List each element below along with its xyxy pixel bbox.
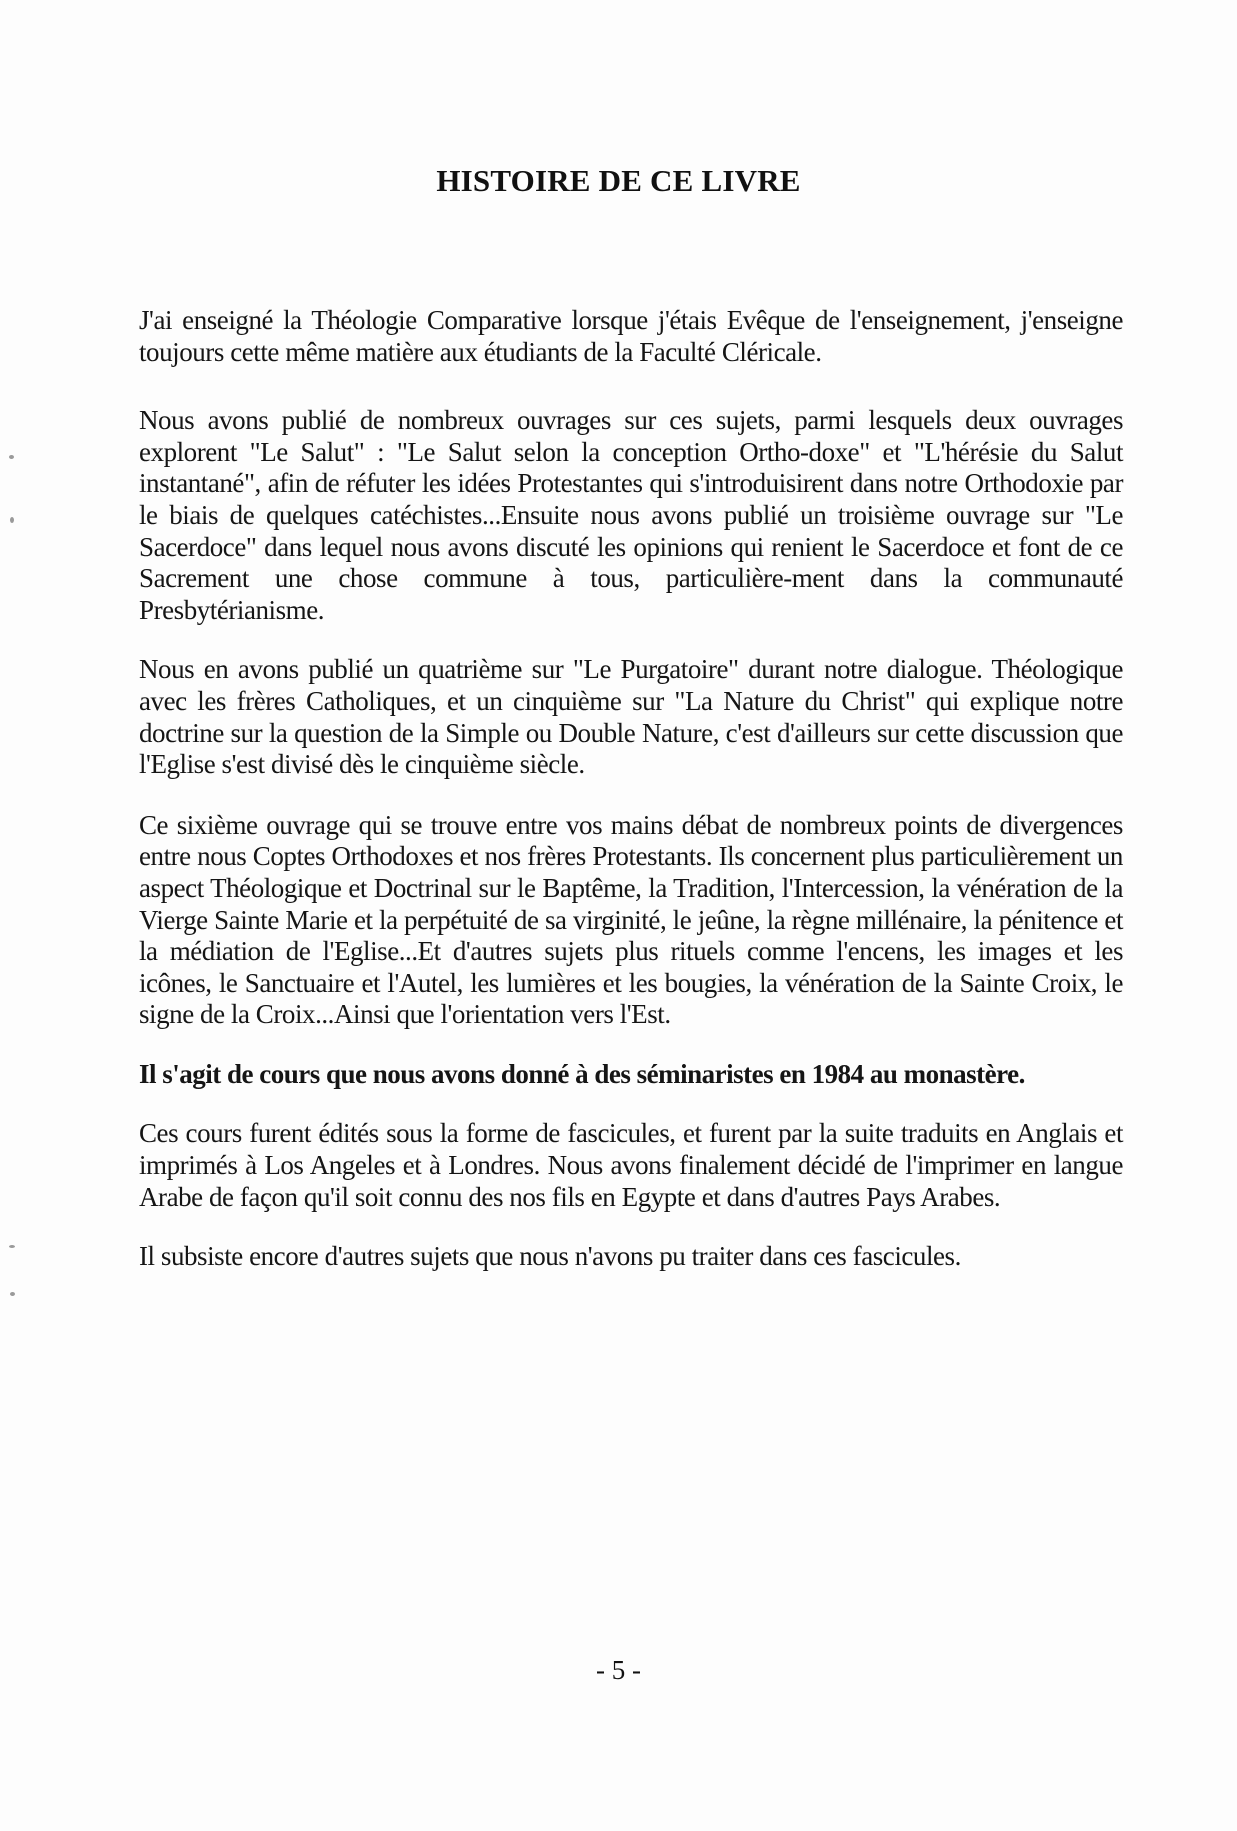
paragraph-salut-sacerdoce: Nous avons publié de nombreux ouvrages sur ces sujets, parmi lesquels deux ouvrages explorent "Le Salut" : "Le Salut selon la conception Ortho-doxe" et "L'hérésie du Salut instantané", afin de réfuter les idées Protestantes qui s'introduisirent dans notre Orthodoxie par le biais de quelques catéchistes...Ensuite nous avons publié un troisième ouvrage sur "Le Sacerdoce" dans lequel nous avons discuté les opinions qui renient le Sacerdoce et font de ce Sacrement une chose commune à tous, particulière-ment dans la communauté Presbytérianisme. <box>139 405 1123 625</box>
scan-speck <box>10 517 14 523</box>
scan-speck <box>10 1292 15 1296</box>
paragraph-sixth-work: Ce sixième ouvrage qui se trouve entre vos mains débat de nombreux points de divergences entre nous Coptes Orthodoxes et nos frères Protestants. Ils concernent plus particulièrement un aspect Théologique et Doctrinal sur le Baptême, la Tradition, l'Intercession, la vénération de la Vierge Sainte Marie et la perpétuité de sa virginité, le jeûne, la règne millénaire, la pénitence et la médiation de l'Eglise...Et d'autres sujets plus rituels comme l'encens, les images et les icônes, le Sanctuaire et l'Autel, les lumières et les bougies, la vénération de la Sainte Croix, le signe de la Croix...Ainsi que l'orientation vers l'Est. <box>139 809 1123 1030</box>
body-text <box>139 305 1123 1273</box>
paragraph-purgatoire-nature: Nous en avons publié un quatrième sur "Le Purgatoire" durant notre dialogue. Théologique avec les frères Catholiques, et un cinquième sur "La Nature du Christ" qui explique notre doctrine sur la question de la Simple ou Double Nature, c'est d'ailleurs sur cette discussion que l'Eglise s'est divisé dès le cinquième siècle. <box>139 654 1123 780</box>
scan-speck <box>9 1245 15 1248</box>
paragraph-remaining-subjects: Il subsiste encore d'autres sujets que nous n'avons pu traiter dans ces fascicules. <box>139 1241 961 1272</box>
page-number: - 5 - <box>596 1655 641 1685</box>
paragraph-teaching: J'ai enseigné la Théologie Comparative lorsque j'étais Evêque de l'enseignement, j'enseigne toujours cette même matière aux étudiants de la Faculté Cléricale. <box>139 305 1123 367</box>
page-title: HISTOIRE DE CE LIVRE <box>436 163 801 198</box>
paragraph-seminary-courses: Il s'agit de cours que nous avons donné à des séminaristes en 1984 au monastère. <box>139 1058 1025 1089</box>
scan-speck <box>9 455 14 459</box>
paragraph-translations: Ces cours furent édités sous la forme de fascicules, et furent par la suite traduits en Anglais et imprimés à Los Angeles et à Londres. Nous avons finalement décidé de l'imprimer en langue Arabe de façon qu'il soit connu des nos fils en Egypte et dans d'autres Pays Arabes. <box>139 1118 1123 1212</box>
